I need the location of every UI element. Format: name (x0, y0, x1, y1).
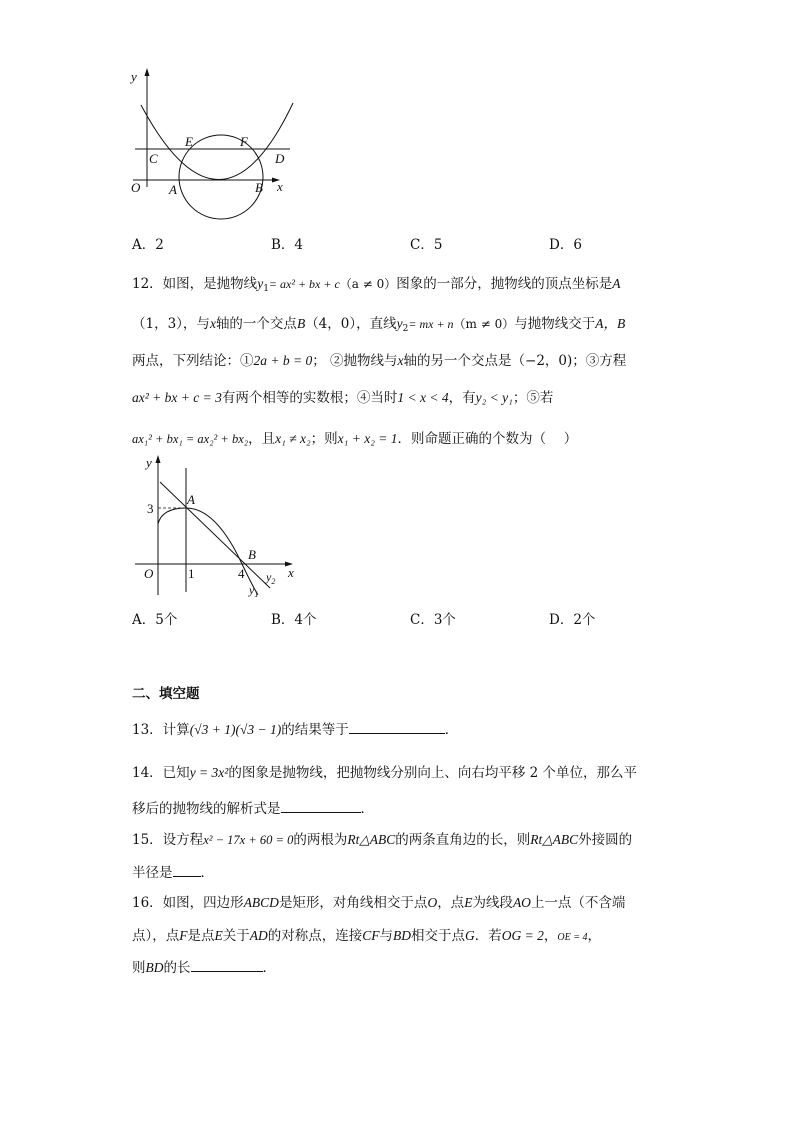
q12-option-b: B．4个 (271, 612, 317, 628)
q12-line-3: 两点，下列结论：①2a + b = 0； ②抛物线与x轴的另一个交点是（−2，0)；③方程 (132, 353, 627, 369)
q12-line-4: ax² + bx + c = 3有两个相等的实数根；④当时1 < x < 4，有y₂ < y₁；⑤若 (132, 390, 554, 406)
section-title-fill-blank: 二、填空题 (132, 686, 200, 702)
fig1-origin-label: O (131, 180, 141, 195)
q16-answer-blank[interactable] (191, 957, 263, 972)
q11-option-c: C．5 (410, 237, 443, 253)
fig1-point-d: D (275, 151, 285, 166)
q15-answer-blank[interactable] (173, 862, 201, 877)
q13-answer-blank[interactable] (349, 719, 445, 734)
fig1-point-e: E (185, 134, 193, 149)
fig2-line-y2 (160, 482, 270, 588)
fig1-y-arrow (145, 68, 150, 76)
fig1-point-f: F (240, 134, 248, 149)
fig1-y-label: y (131, 69, 137, 84)
q13: 13．计算(√3 + 1)(√3 − 1)的结果等于 ． (132, 718, 458, 738)
figure-parabola-circle (125, 65, 300, 225)
q11-option-b: B．4 (271, 237, 304, 253)
q12-line-2: （1，3），与x轴的一个交点B（4，0），直线$y_2=$ mx + n（m ≠ 0）与抛物线交于A，B (132, 316, 626, 334)
q14-line-1: 14．已知y = 3x²的图象是抛物线，把抛物线分别向上、向右均平移 2 个单位，那么平 (132, 765, 638, 781)
q12-line-5: ax₁² + bx₁ = ax₂² + bx₂，且x₁ ≠ x₂；则x₁ + x₂ = 1．则命题正确的个数为（ ） (132, 431, 578, 447)
fig2-y-label: y (146, 455, 152, 470)
q14-line-2: 移后的抛物线的解析式是 ． (132, 797, 374, 817)
fig2-origin-label: O (144, 566, 154, 581)
q16-line-2: 点），点F是点E关于AD的对称点，连接CF与BD相交于点G．若OG = 2，OE = 4， (132, 928, 601, 944)
q12-option-d: D．2个 (549, 612, 596, 628)
fig1-point-a: A (169, 182, 177, 197)
q16-line-1: 16．如图，四边形ABCD是矩形，对角线相交于点O，点E为线段AO上一点（不含端 (132, 895, 626, 911)
q12-line-1: 12．如图，是抛物线$y_1= ax^2$ + bx + c（a ≠ 0）图象的一部分，抛物线的顶点坐标是A (132, 276, 621, 294)
fig2-label-y1: $y_1$ (249, 583, 259, 599)
q12-option-c: C．3个 (410, 612, 456, 628)
fig2-tick-4: 4 (238, 566, 245, 581)
q11-option-d: D．6 (549, 237, 582, 253)
fig1-parabola (141, 103, 293, 180)
fig2-point-a: A (187, 492, 195, 507)
q15-line-1: 15．设方程x² − 17x + 60 = 0的两根为Rt△ABC的两条直角边的长，则Rt△ABC外接圆的 (132, 832, 633, 848)
fig2-tick-3: 3 (147, 501, 154, 516)
q11-option-a: A．2 (132, 237, 164, 253)
fig2-x-label: x (288, 565, 294, 580)
fig1-point-c: C (149, 151, 158, 166)
fig2-y-arrow (156, 455, 161, 463)
fig2-tick-1: 1 (188, 566, 195, 581)
q16-line-3: 则BD的长 ． (132, 956, 276, 976)
fig2-point-b: B (248, 547, 256, 562)
q14-answer-blank[interactable] (281, 798, 361, 813)
fig1-point-b: B (255, 180, 263, 195)
figure-parabola-line (130, 450, 310, 605)
fig1-x-label: x (277, 179, 283, 194)
q12-option-a: A．5个 (132, 612, 178, 628)
fig2-parabola-y1 (158, 508, 258, 595)
q15-line-2: 半径是 ． (132, 861, 214, 881)
fig2-label-y2: $y_2$ (266, 570, 276, 586)
